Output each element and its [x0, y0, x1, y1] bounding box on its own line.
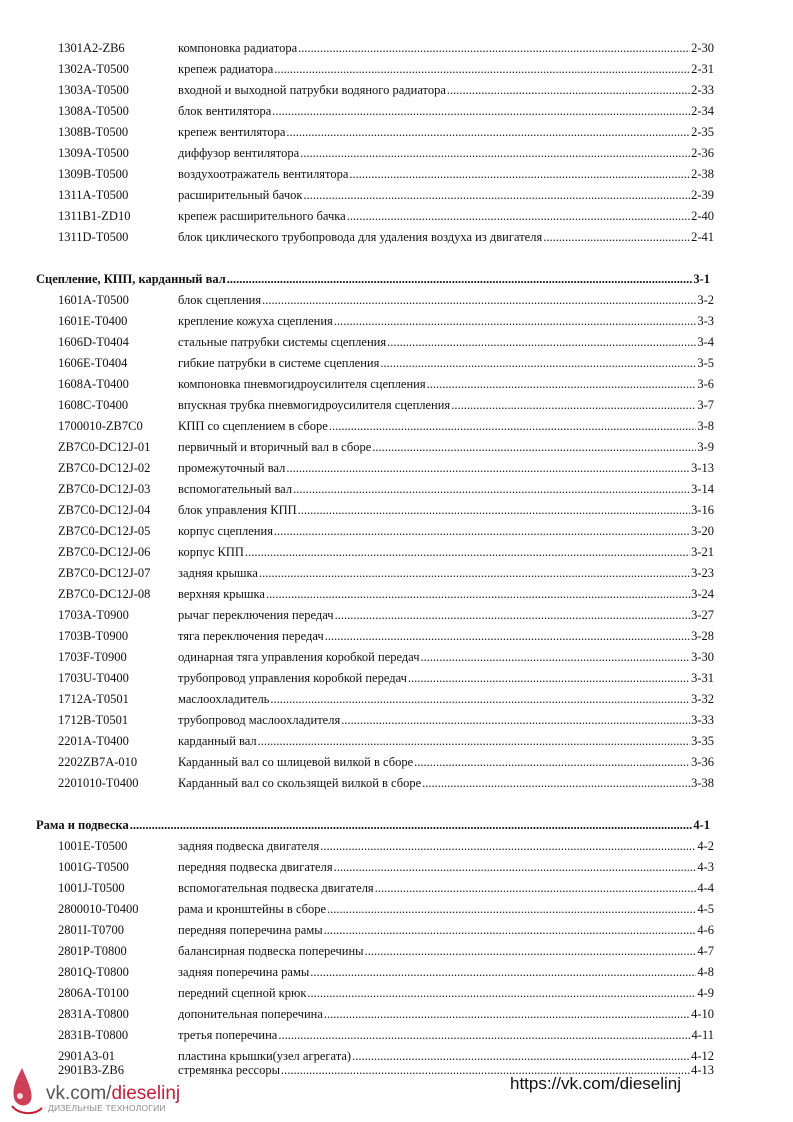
entry-title: воздухоотражатель вентилятора: [178, 167, 349, 181]
toc-entry[interactable]: [58, 80, 714, 100]
page-number: 2-35: [691, 125, 714, 139]
part-code: ZB7C0-DC12J-04: [58, 503, 151, 517]
part-code: ZB7C0-DC12J-07: [58, 566, 151, 580]
toc-entry[interactable]: [58, 500, 714, 520]
dot-leader: [310, 962, 696, 982]
page-number: 3-32: [691, 692, 714, 706]
entry-title: входной и выходной патрубки водяного радиатора: [178, 83, 446, 97]
page-number: 3-13: [691, 461, 714, 475]
page-number: 3-3: [697, 314, 714, 328]
part-code: 1001E-T0500: [58, 839, 128, 853]
entry-title: рама и кронштейны в сборе: [178, 902, 327, 916]
dot-leader: [324, 1004, 690, 1024]
page-number: 3-30: [691, 650, 714, 664]
part-code: 1606E-T0404: [58, 356, 128, 370]
entry-title: задняя поперечина рамы: [178, 965, 310, 979]
entry-title: корпус КПП: [178, 545, 244, 559]
entry-title: компоновка радиатора: [178, 41, 298, 55]
dot-leader: [272, 101, 690, 121]
entry-title: маслоохладитель: [178, 692, 270, 706]
entry-title: блок сцепления: [178, 293, 262, 307]
dot-leader: [278, 1025, 690, 1045]
dot-leader: [325, 626, 690, 646]
page-number: 4-1: [693, 818, 710, 832]
dot-leader: [414, 752, 690, 772]
dot-leader: [262, 290, 696, 310]
entry-title: задняя подвеска двигателя: [178, 839, 320, 853]
toc-entry[interactable]: [58, 38, 714, 58]
dot-leader: [335, 605, 690, 625]
entry-title: крепеж вентилятора: [178, 125, 286, 139]
entry-title: передняя поперечина рамы: [178, 923, 323, 937]
part-code: 1703A-T0900: [58, 608, 129, 622]
part-code: 1001G-T0500: [58, 860, 129, 874]
toc-entry[interactable]: [58, 878, 714, 898]
toc-entry[interactable]: [58, 101, 714, 121]
part-code: 2202ZB7A-010: [58, 755, 138, 769]
toc-entry[interactable]: [58, 773, 714, 793]
toc-entry[interactable]: [58, 332, 714, 352]
page-number: 3-14: [691, 482, 714, 496]
toc-entry[interactable]: [58, 290, 714, 310]
part-code: 1308B-T0500: [58, 125, 129, 139]
dot-leader: [329, 416, 697, 436]
entry-title: третья поперечина: [178, 1028, 278, 1042]
page-number: 3-36: [691, 755, 714, 769]
page-number: 4-13: [691, 1063, 714, 1077]
part-code: 2201A-T0400: [58, 734, 129, 748]
entry-title: расширительный бачок: [178, 188, 303, 202]
page-number: 3-27: [691, 608, 714, 622]
part-code: 1703U-T0400: [58, 671, 129, 685]
page-number: 3-4: [697, 335, 714, 349]
part-code: 2831B-T0800: [58, 1028, 129, 1042]
part-code: 1309A-T0500: [58, 146, 129, 160]
toc-entry[interactable]: [58, 752, 714, 772]
dot-leader: [387, 332, 696, 352]
entry-title: диффузор вентилятора: [178, 146, 300, 160]
dot-leader: [349, 164, 690, 184]
page-number: 2-39: [691, 188, 714, 202]
dot-leader: [380, 353, 696, 373]
toc-entry[interactable]: [58, 1004, 714, 1024]
page-number: 3-35: [691, 734, 714, 748]
page-number: 2-40: [691, 209, 714, 223]
toc-entry[interactable]: [58, 731, 714, 751]
toc-entry[interactable]: [58, 479, 714, 499]
page-number: 3-28: [691, 629, 714, 643]
entry-title: карданный вал: [178, 734, 257, 748]
toc-entry[interactable]: [58, 521, 714, 541]
logo-subtitle: ДИЗЕЛЬНЫЕ ТЕХНОЛОГИИ: [48, 1103, 166, 1113]
dot-leader: [324, 920, 697, 940]
dot-leader: [422, 773, 690, 793]
dot-leader: [320, 836, 696, 856]
diesel-drop-logo-icon: [8, 1066, 44, 1118]
entry-title: блок циклического трубопровода для удаления воздуха из двигателя: [178, 230, 543, 244]
page-number: 3-8: [697, 419, 714, 433]
dot-leader: [347, 206, 690, 226]
toc-entry[interactable]: [58, 143, 714, 163]
toc-entry[interactable]: [58, 542, 714, 562]
entry-title: балансирная подвеска поперечины: [178, 944, 364, 958]
toc-entry[interactable]: [58, 962, 714, 982]
toc-entry[interactable]: [58, 647, 714, 667]
toc-entry[interactable]: [58, 374, 714, 394]
part-code: ZB7C0-DC12J-03: [58, 482, 151, 496]
page-number: 3-9: [697, 440, 714, 454]
part-code: 2806A-T0100: [58, 986, 129, 1000]
page-number: 3-1: [693, 272, 710, 286]
entry-title: трубопровод маслоохладителя: [178, 713, 341, 727]
dot-leader: [286, 122, 690, 142]
dot-leader: [307, 983, 696, 1003]
page-number: 4-9: [697, 986, 714, 1000]
toc-entry[interactable]: [58, 941, 714, 961]
section-heading-frame[interactable]: [36, 815, 710, 835]
dot-leader: [303, 185, 690, 205]
page-number: 2-34: [691, 104, 714, 118]
toc-entry[interactable]: [58, 563, 714, 583]
logo-prefix: vk.com/: [46, 1083, 112, 1104]
entry-title: крепеж радиатора: [178, 62, 274, 76]
part-code: 2801P-T0800: [58, 944, 127, 958]
part-code: 2800010-T0400: [58, 902, 139, 916]
page-number: 4-11: [691, 1028, 714, 1042]
page-number: 4-2: [697, 839, 714, 853]
entry-title: крепеж расширительного бачка: [178, 209, 346, 223]
page-number: 4-8: [697, 965, 714, 979]
page-number: 3-2: [697, 293, 714, 307]
entry-title: первичный и вторичный вал в сборе: [178, 440, 372, 454]
dot-leader: [427, 374, 697, 394]
page-number: 2-30: [691, 41, 714, 55]
entry-title: рычаг переключения передач: [178, 608, 334, 622]
footer-url-link[interactable]: https://vk.com/dieselinj: [510, 1074, 682, 1093]
dot-leader: [293, 479, 690, 499]
part-code: 2801I-T0700: [58, 923, 124, 937]
toc-entry[interactable]: [58, 668, 714, 688]
page-number: 3-33: [691, 713, 714, 727]
entry-title: стремянка рессоры: [178, 1063, 280, 1077]
dot-leader: [451, 395, 696, 415]
entry-title: компоновка пневмогидроусилителя сцепления: [178, 377, 426, 391]
entry-title: одинарная тяга управления коробкой передач: [178, 650, 420, 664]
part-code: 1309B-T0500: [58, 167, 129, 181]
page-number: 4-12: [691, 1049, 714, 1063]
toc-entry[interactable]: [58, 710, 714, 730]
toc-entry[interactable]: [58, 584, 714, 604]
section-title: Сцепление, КПП, карданный вал: [36, 272, 226, 286]
dot-leader: [341, 710, 690, 730]
dot-leader: [270, 689, 690, 709]
entry-title: Карданный вал со шлицевой вилкой в сборе: [178, 755, 414, 769]
entry-title: Карданный вал со скользящей вилкой в сборе: [178, 776, 422, 790]
toc-entry[interactable]: [58, 353, 714, 373]
logo-accent: dieselinj: [111, 1083, 181, 1104]
part-code: 1308A-T0500: [58, 104, 129, 118]
part-code: 1712A-T0501: [58, 692, 129, 706]
toc-entry[interactable]: [58, 899, 714, 919]
part-code: ZB7C0-DC12J-08: [58, 587, 151, 601]
dot-leader: [298, 38, 690, 58]
toc-entry[interactable]: [58, 59, 714, 79]
entry-title: корпус сцепления: [178, 524, 273, 538]
dot-leader: [298, 500, 690, 520]
page-number: 4-10: [691, 1007, 714, 1021]
toc-entry[interactable]: [58, 920, 714, 940]
part-code: 2201010-T0400: [58, 776, 139, 790]
entry-title: передняя подвеска двигателя: [178, 860, 333, 874]
part-code: 1301A2-ZB6: [58, 41, 125, 55]
dot-leader: [408, 668, 690, 688]
part-code: 1712B-T0501: [58, 713, 129, 727]
entry-title: допонительная поперечина: [178, 1007, 323, 1021]
logo-wordmark[interactable]: [46, 1083, 180, 1105]
page-number: 3-5: [697, 356, 714, 370]
page-number: 4-3: [697, 860, 714, 874]
toc-entry[interactable]: [58, 122, 714, 142]
toc-entry[interactable]: [58, 395, 714, 415]
page-number: 3-38: [691, 776, 714, 790]
toc-entry[interactable]: [58, 458, 714, 478]
toc-entry[interactable]: [58, 185, 714, 205]
entry-title: вспомогательный вал: [178, 482, 293, 496]
dot-leader: [258, 731, 690, 751]
dot-leader: [286, 458, 690, 478]
page-number: 4-4: [697, 881, 714, 895]
dot-leader: [259, 563, 690, 583]
entry-title: крепление кожуха сцепления: [178, 314, 333, 328]
entry-title: тяга переключения передач: [178, 629, 324, 643]
part-code: 1608A-T0400: [58, 377, 129, 391]
part-code: 1601A-T0500: [58, 293, 129, 307]
page-number: 2-36: [691, 146, 714, 160]
section-title: Рама и подвеска: [36, 818, 129, 832]
part-code: 1700010-ZB7C0: [58, 419, 143, 433]
dot-leader: [327, 899, 696, 919]
part-code: 1606D-T0404: [58, 335, 129, 349]
dot-leader: [543, 227, 690, 247]
dot-leader: [372, 437, 696, 457]
part-code: 2901B3-ZB6: [58, 1063, 124, 1077]
part-code: 1302A-T0500: [58, 62, 129, 76]
page-number: 3-20: [691, 524, 714, 538]
entry-title: вспомогательная подвеска двигателя: [178, 881, 374, 895]
dot-leader: [130, 815, 693, 835]
entry-title: впускная трубка пневмогидроусилителя сцепления: [178, 398, 451, 412]
toc-entry[interactable]: [58, 689, 714, 709]
toc-entry[interactable]: [58, 164, 714, 184]
page-number: 3-21: [691, 545, 714, 559]
part-code: 1303A-T0500: [58, 83, 129, 97]
entry-title: промежуточный вал: [178, 461, 286, 475]
page-number: 3-23: [691, 566, 714, 580]
part-code: ZB7C0-DC12J-05: [58, 524, 151, 538]
part-code: 1311D-T0500: [58, 230, 129, 244]
entry-title: верхняя крышка: [178, 587, 265, 601]
toc-entry[interactable]: [58, 437, 714, 457]
dot-leader: [274, 59, 690, 79]
part-code: 1608C-T0400: [58, 398, 129, 412]
dot-leader: [375, 878, 697, 898]
entry-title: гибкие патрубки в системе сцепления: [178, 356, 380, 370]
toc-entry[interactable]: [58, 836, 714, 856]
page-number: 4-5: [697, 902, 714, 916]
toc-entry[interactable]: [58, 983, 714, 1003]
part-code: 1703F-T0900: [58, 650, 127, 664]
page-number: 2-33: [691, 83, 714, 97]
part-code: 1311A-T0500: [58, 188, 129, 202]
page-number: 3-31: [691, 671, 714, 685]
entry-title: пластина крышки(узел агрегата): [178, 1049, 352, 1063]
dot-leader: [365, 941, 697, 961]
toc-entry[interactable]: [58, 605, 714, 625]
toc-entry[interactable]: [58, 626, 714, 646]
page-number: 3-7: [697, 398, 714, 412]
dot-leader: [421, 647, 691, 667]
toc-entry[interactable]: [58, 857, 714, 877]
page-number: 3-16: [691, 503, 714, 517]
page-number: 2-38: [691, 167, 714, 181]
part-code: 2831A-T0800: [58, 1007, 129, 1021]
page-number: 3-24: [691, 587, 714, 601]
page-number: 4-6: [697, 923, 714, 937]
page-number: 3-6: [697, 377, 714, 391]
page-number: 2-41: [691, 230, 714, 244]
entry-title: задняя крышка: [178, 566, 258, 580]
entry-title: стальные патрубки системы сцепления: [178, 335, 387, 349]
part-code: ZB7C0-DC12J-02: [58, 461, 151, 475]
part-code: 2901A3-01: [58, 1049, 115, 1063]
entry-title: блок управления КПП: [178, 503, 297, 517]
toc-entry[interactable]: [58, 1025, 714, 1045]
toc-entry[interactable]: [58, 311, 714, 331]
dot-leader: [334, 311, 697, 331]
part-code: 1001J-T0500: [58, 881, 125, 895]
toc-entry[interactable]: [58, 206, 714, 226]
page-number: 4-7: [697, 944, 714, 958]
dot-leader: [274, 521, 690, 541]
part-code: ZB7C0-DC12J-01: [58, 440, 151, 454]
dot-leader: [245, 542, 690, 562]
section-heading-clutch[interactable]: [36, 269, 710, 289]
entry-title: КПП со сцеплением в сборе: [178, 419, 328, 433]
dot-leader: [266, 584, 690, 604]
part-code: 1703B-T0900: [58, 629, 129, 643]
toc-entry[interactable]: [58, 227, 714, 247]
part-code: 2801Q-T0800: [58, 965, 129, 979]
entry-title: передний сцепной крюк: [178, 986, 307, 1000]
entry-title: трубопровод управления коробкой передач: [178, 671, 407, 685]
page-number: 2-31: [691, 62, 714, 76]
entry-title: блок вентилятора: [178, 104, 272, 118]
part-code: 1311B1-ZD10: [58, 209, 131, 223]
dot-leader: [227, 269, 693, 289]
part-code: 1601E-T0400: [58, 314, 128, 328]
dot-leader: [300, 143, 690, 163]
toc-entry[interactable]: [58, 416, 714, 436]
dot-leader: [447, 80, 690, 100]
part-code: ZB7C0-DC12J-06: [58, 545, 151, 559]
dot-leader: [334, 857, 697, 877]
